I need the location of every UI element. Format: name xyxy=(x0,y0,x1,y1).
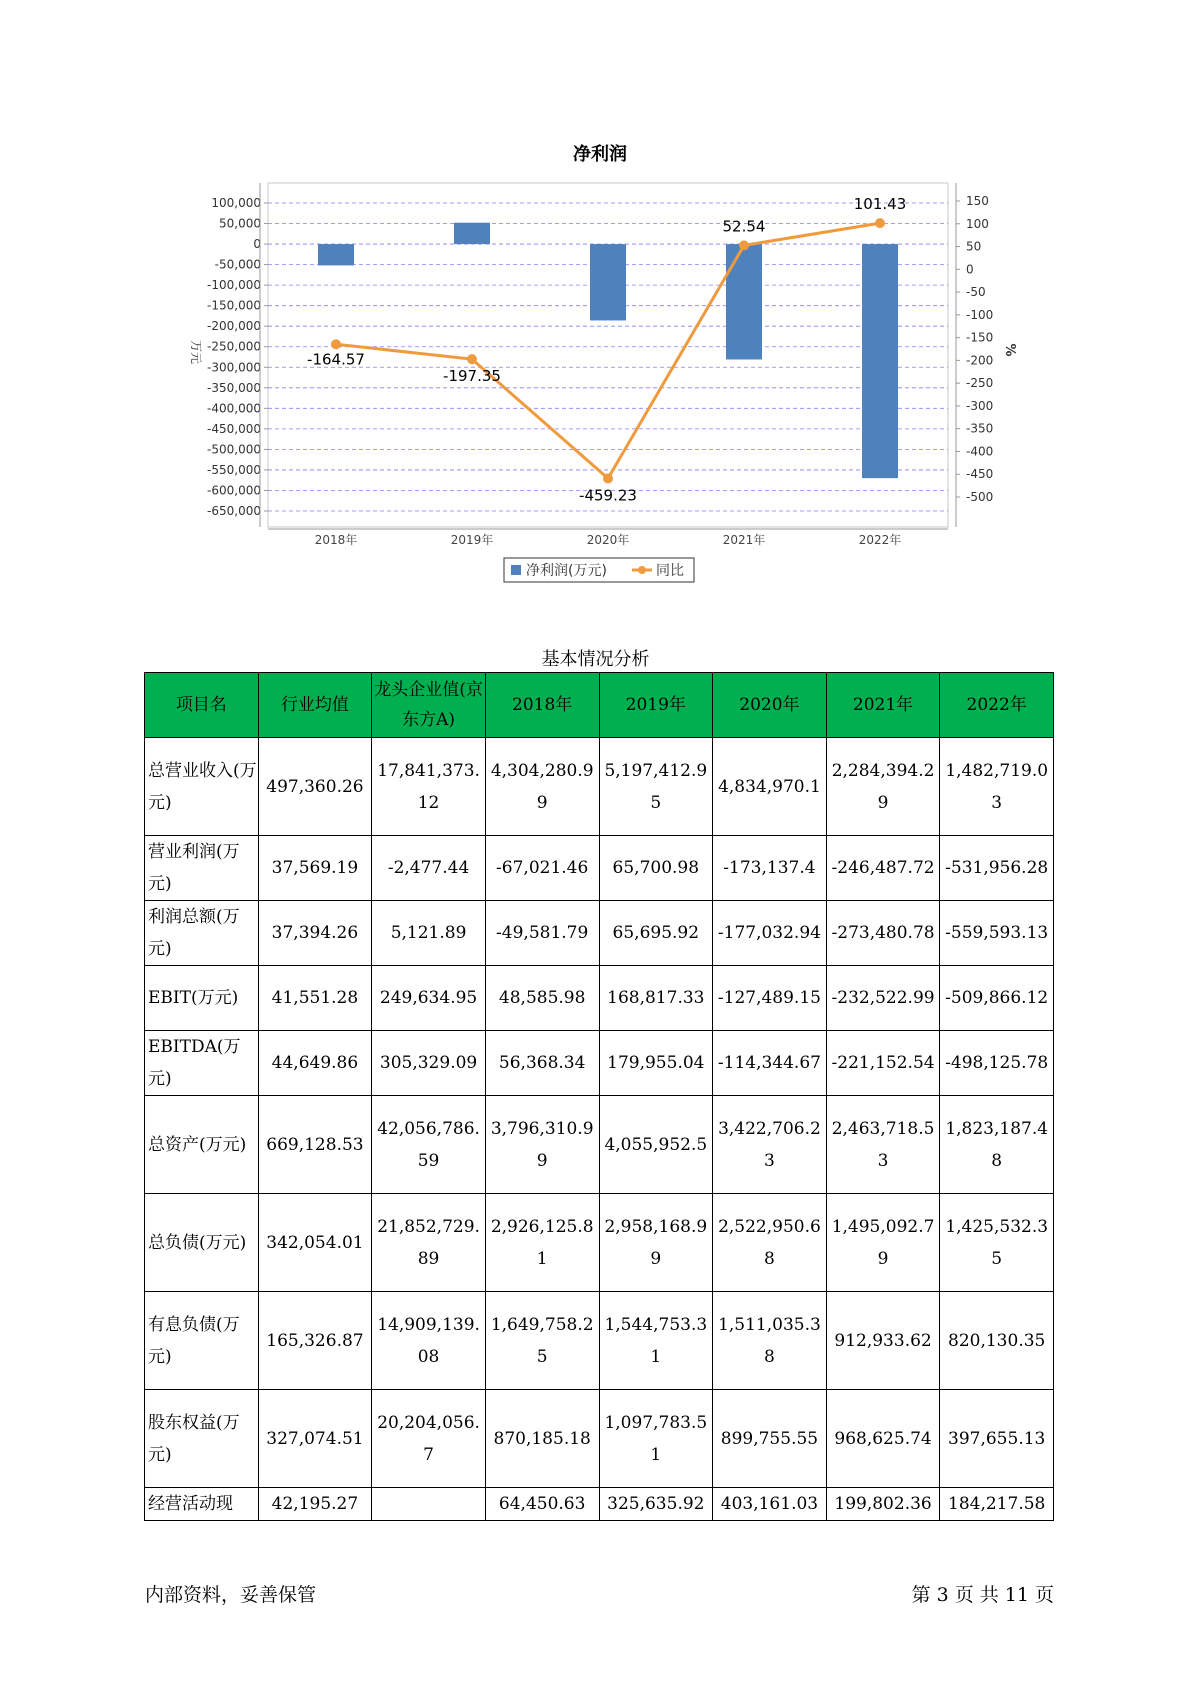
yoy-point xyxy=(331,339,341,349)
table-cell: 1,649,758.25 xyxy=(485,1292,599,1390)
yoy-point xyxy=(603,473,613,483)
table-cell: 968,625.74 xyxy=(826,1390,940,1488)
left-tick-label: -300,000 xyxy=(207,360,261,375)
column-header: 2021年 xyxy=(826,673,940,738)
table-cell: 397,655.13 xyxy=(940,1390,1054,1488)
right-tick-label: -250 xyxy=(966,376,994,391)
table-cell: 44,649.86 xyxy=(258,1031,372,1096)
table-cell: 2,463,718.53 xyxy=(826,1096,940,1194)
table-cell: 1,425,532.35 xyxy=(940,1194,1054,1292)
table-cell: 2,522,950.68 xyxy=(713,1194,827,1292)
table-header-row xyxy=(145,673,1054,738)
table-cell: -559,593.13 xyxy=(940,901,1054,966)
left-tick-label: -150,000 xyxy=(207,298,261,313)
yoy-data-label: -197.35 xyxy=(443,367,501,386)
legend-line-label: 同比 xyxy=(656,563,684,579)
legend-line-marker xyxy=(638,566,646,574)
left-tick-label: -600,000 xyxy=(207,483,261,498)
x-tick-label: 2022年 xyxy=(858,533,902,547)
net-profit-bar xyxy=(590,244,626,320)
table-cell: -67,021.46 xyxy=(485,836,599,901)
table-caption: 基本情况分析 xyxy=(541,649,650,670)
legend-bar-label: 净利润(万元) xyxy=(526,563,607,579)
table-cell: 325,635.92 xyxy=(599,1488,713,1521)
right-tick-label: -50 xyxy=(966,285,986,300)
table-cell: 403,161.03 xyxy=(713,1488,827,1521)
table-cell: -498,125.78 xyxy=(940,1031,1054,1096)
left-tick-label: -250,000 xyxy=(207,339,261,354)
left-axis-label: 万元 xyxy=(189,339,203,365)
table-cell: 1,482,719.03 xyxy=(940,738,1054,836)
right-tick-label: -500 xyxy=(966,490,994,504)
net-profit-chart xyxy=(0,0,1191,600)
table-row xyxy=(145,1292,1054,1390)
right-tick-label: -300 xyxy=(966,398,994,413)
table-cell: -531,956.28 xyxy=(940,836,1054,901)
table-cell: -49,581.79 xyxy=(485,901,599,966)
table-cell: 1,495,092.79 xyxy=(826,1194,940,1292)
table-cell: -2,477.44 xyxy=(372,836,486,901)
right-tick-label: 150 xyxy=(966,194,989,208)
table-cell: 41,551.28 xyxy=(258,966,372,1031)
table-cell: 669,128.53 xyxy=(258,1096,372,1194)
table-row xyxy=(145,738,1054,836)
column-header: 行业均值 xyxy=(258,673,372,738)
table-cell: 870,185.18 xyxy=(485,1390,599,1488)
column-header: 2019年 xyxy=(599,673,713,738)
table-cell: 820,130.35 xyxy=(940,1292,1054,1390)
right-tick-label: -450 xyxy=(966,467,994,482)
table-cell: 899,755.55 xyxy=(713,1390,827,1488)
table-row xyxy=(145,1096,1054,1194)
yoy-point xyxy=(739,240,749,250)
row-label: 总营业收入(万元) xyxy=(145,738,259,836)
left-tick-label: -500,000 xyxy=(207,442,261,457)
left-tick-label: -50,000 xyxy=(214,257,261,272)
table-cell: -127,489.15 xyxy=(713,966,827,1031)
table-cell: 42,056,786.59 xyxy=(372,1096,486,1194)
left-tick-label: 100,000 xyxy=(211,196,261,210)
x-tick-label: 2018年 xyxy=(314,533,358,547)
left-tick-label: -100,000 xyxy=(207,278,261,293)
right-tick-label: -400 xyxy=(966,444,994,459)
yoy-point xyxy=(467,354,477,364)
table-cell: 65,695.92 xyxy=(599,901,713,966)
table-cell: 4,055,952.5 xyxy=(599,1096,713,1194)
table-cell: -246,487.72 xyxy=(826,836,940,901)
table-row xyxy=(145,1488,1054,1521)
row-label: 利润总额(万元) xyxy=(145,901,259,966)
row-label: 有息负债(万元) xyxy=(145,1292,259,1390)
table-cell: 1,823,187.48 xyxy=(940,1096,1054,1194)
table-cell: 179,955.04 xyxy=(599,1031,713,1096)
table-cell: 1,097,783.51 xyxy=(599,1390,713,1488)
table-cell: 64,450.63 xyxy=(485,1488,599,1521)
table-cell: 5,197,412.95 xyxy=(599,738,713,836)
table-cell: -221,152.54 xyxy=(826,1031,940,1096)
table-cell: 497,360.26 xyxy=(258,738,372,836)
left-tick-label: -450,000 xyxy=(207,421,261,436)
left-tick-label: -200,000 xyxy=(207,319,261,334)
table-row xyxy=(145,1031,1054,1096)
table-cell: -232,522.99 xyxy=(826,966,940,1031)
table-cell: -177,032.94 xyxy=(713,901,827,966)
right-tick-label: -200 xyxy=(966,353,994,368)
row-label: 总资产(万元) xyxy=(145,1096,259,1194)
table-cell: 37,569.19 xyxy=(258,836,372,901)
column-header: 2020年 xyxy=(713,673,827,738)
column-header: 项目名 xyxy=(145,673,259,738)
net-profit-bar xyxy=(318,244,354,265)
left-tick-label: -550,000 xyxy=(207,462,261,477)
table-cell: 37,394.26 xyxy=(258,901,372,966)
basic-analysis-table xyxy=(144,672,1054,1521)
right-tick-label: 0 xyxy=(966,262,974,277)
left-tick-label: -350,000 xyxy=(207,380,261,395)
right-tick-label: 100 xyxy=(966,216,989,231)
table-cell: 2,284,394.29 xyxy=(826,738,940,836)
chart-title: 净利润 xyxy=(573,144,627,165)
yoy-point xyxy=(875,218,885,228)
table-cell: 1,544,753.31 xyxy=(599,1292,713,1390)
legend-bar-swatch xyxy=(511,565,521,575)
table-cell: 5,121.89 xyxy=(372,901,486,966)
table-cell xyxy=(372,1488,486,1521)
table-cell: 2,958,168.99 xyxy=(599,1194,713,1292)
table-cell: -509,866.12 xyxy=(940,966,1054,1031)
net-profit-bar xyxy=(862,244,898,478)
row-label: 总负债(万元) xyxy=(145,1194,259,1292)
net-profit-bar xyxy=(726,244,762,359)
table-cell: 199,802.36 xyxy=(826,1488,940,1521)
table-cell: 3,796,310.99 xyxy=(485,1096,599,1194)
table-cell: 4,834,970.1 xyxy=(713,738,827,836)
table-cell: 56,368.34 xyxy=(485,1031,599,1096)
right-axis-label: % xyxy=(1002,343,1017,357)
table-row xyxy=(145,966,1054,1031)
table-cell: 4,304,280.99 xyxy=(485,738,599,836)
table-cell: 2,926,125.81 xyxy=(485,1194,599,1292)
table-cell: 912,933.62 xyxy=(826,1292,940,1390)
table-cell: -114,344.67 xyxy=(713,1031,827,1096)
yoy-data-label: 52.54 xyxy=(722,217,766,236)
table-cell: 305,329.09 xyxy=(372,1031,486,1096)
table-cell: 1,511,035.38 xyxy=(713,1292,827,1390)
table-cell: 249,634.95 xyxy=(372,966,486,1031)
table-cell: -273,480.78 xyxy=(826,901,940,966)
table-cell: 17,841,373.12 xyxy=(372,738,486,836)
left-tick-label: -400,000 xyxy=(207,401,261,416)
right-tick-label: 50 xyxy=(966,239,982,254)
column-header: 2018年 xyxy=(485,673,599,738)
table-cell: 21,852,729.89 xyxy=(372,1194,486,1292)
x-tick-label: 2019年 xyxy=(450,533,494,547)
table-cell: 48,585.98 xyxy=(485,966,599,1031)
table-cell: 327,074.51 xyxy=(258,1390,372,1488)
x-tick-label: 2020年 xyxy=(586,533,630,547)
row-label: EBIT(万元) xyxy=(145,966,259,1031)
table-row xyxy=(145,1194,1054,1292)
yoy-data-label: -164.57 xyxy=(307,350,365,369)
table-row xyxy=(145,836,1054,901)
yoy-data-label: 101.43 xyxy=(853,195,907,214)
table-row xyxy=(145,901,1054,966)
row-label: 股东权益(万元) xyxy=(145,1390,259,1488)
table-cell: -173,137.4 xyxy=(713,836,827,901)
right-tick-label: -350 xyxy=(966,421,994,436)
left-tick-label: 0 xyxy=(253,237,261,252)
table-cell: 14,909,139.08 xyxy=(372,1292,486,1390)
right-tick-label: -100 xyxy=(966,307,994,322)
x-tick-label: 2021年 xyxy=(722,533,766,547)
net-profit-bar xyxy=(454,223,490,244)
table-cell: 168,817.33 xyxy=(599,966,713,1031)
table-cell: 165,326.87 xyxy=(258,1292,372,1390)
yoy-data-label: -459.23 xyxy=(579,486,637,505)
table-cell: 20,204,056.7 xyxy=(372,1390,486,1488)
row-label: 营业利润(万元) xyxy=(145,836,259,901)
column-header: 龙头企业值(京东方A) xyxy=(372,673,486,738)
footer-confidential: 内部资料，妥善保管 xyxy=(145,1584,317,1606)
footer-page-number: 第 3 页 共 11 页 xyxy=(911,1584,1054,1606)
table-cell: 42,195.27 xyxy=(258,1488,372,1521)
left-tick-label: -650,000 xyxy=(207,504,261,518)
table-cell: 184,217.58 xyxy=(940,1488,1054,1521)
left-tick-label: 50,000 xyxy=(219,216,261,231)
table-cell: 342,054.01 xyxy=(258,1194,372,1292)
row-label: 经营活动现 xyxy=(145,1488,259,1521)
table-cell: 65,700.98 xyxy=(599,836,713,901)
table-cell: 3,422,706.23 xyxy=(713,1096,827,1194)
row-label: EBITDA(万元) xyxy=(145,1031,259,1096)
right-tick-label: -150 xyxy=(966,330,994,345)
table-row xyxy=(145,1390,1054,1488)
column-header: 2022年 xyxy=(940,673,1054,738)
